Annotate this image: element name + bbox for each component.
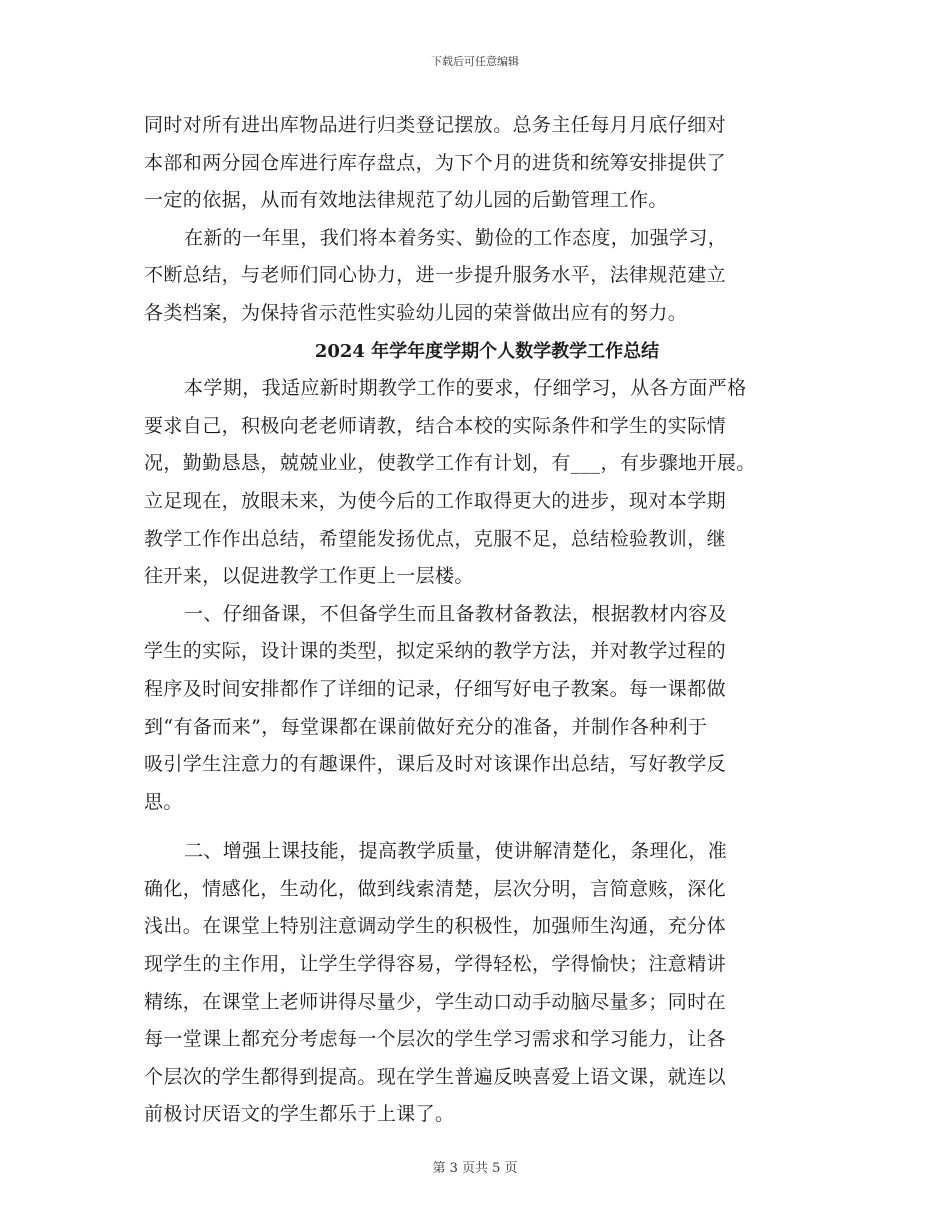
text-line: 浅出。在课堂上特别注意调动学生的积极性，加强师生沟通，充分体	[144, 915, 727, 938]
text-line: 要求自己，积极向老老师请教，结合本校的实际条件和学生的实际情	[144, 414, 727, 437]
text-line: 吸引学生注意力的有趣课件，课后及时对该课作出总结，写好教学反	[144, 753, 727, 776]
paragraph-lesson-preparation	[144, 596, 810, 822]
text-line: 精练，在课堂上老师讲得尽量少，学生动口动手动脑尽量多；同时在	[144, 990, 727, 1013]
text-line: 一、仔细备课，不但备学生而且备教材备教法，根据教材内容及	[184, 602, 728, 625]
page-header: 下载后可任意编辑	[431, 55, 519, 68]
text-line: 到“有备而来”，每堂课都在课前做好充分的准备，并制作各种利于	[144, 715, 708, 738]
text-line: 教学工作作出总结，希望能发扬优点，克服不足，总结检验教训，继	[144, 527, 727, 550]
section-title: 2024 年学年度学期个人数学教学工作总结	[314, 340, 660, 362]
text-line: 不断总结，与老师们同心协力，进一步提升服务水平，法律规范建立	[144, 264, 727, 287]
paragraph-intro	[144, 370, 810, 596]
text-line: 一定的依据，从而有效地法律规范了幼儿园的后勤管理工作。	[144, 189, 668, 212]
text-line: 立足现在，放眼未来，为使今后的工作取得更大的进步，现对本学期	[144, 489, 727, 512]
text-line: 学生的实际，设计课的类型，拟定采纳的教学方法，并对教学过程的	[144, 640, 727, 663]
text-line: 况，勤勤恳恳，兢兢业业，使教学工作有计划，有___，有步骤地开展。	[144, 452, 756, 475]
text-line: 往开来，以促进教学工作更上一层楼。	[144, 565, 474, 588]
text-line: 确化，情感化，生动化，做到线索清楚，层次分明，言简意赅，深化	[144, 877, 727, 900]
text-line: 同时对所有进出库物品进行归类登记摆放。总务主任每月月底仔细对	[144, 114, 727, 136]
text-line: 各类档案，为保持省示范性实验幼儿园的荣誉做出应有的努力。	[144, 301, 688, 324]
text-line: 程序及时间安排都作了详细的记录，仔细写好电子教案。每一课都做	[144, 677, 727, 700]
document-body	[144, 107, 810, 1134]
text-line: 二、增强上课技能，提高教学质量，使讲解清楚化，条理化，准	[184, 840, 728, 863]
text-line: 思。	[144, 790, 183, 813]
text-line: 现学生的主作用，让学生学得容易，学得轻松，学得愉快；注意精讲	[144, 953, 727, 976]
text-line: 在新的一年里，我们将本着务实、勤俭的工作态度，加强学习，	[184, 226, 728, 249]
text-line: 每一堂课上都充分考虑每一个层次的学生学习需求和学习能力，让各	[144, 1028, 727, 1051]
text-line: 本部和两分园仓库进行库存盘点，为下个月的进货和统筹安排提供了	[144, 151, 727, 174]
page-footer: 第 3 页共 5 页	[432, 1161, 518, 1176]
text-line: 前极讨厌语文的学生都乐于上课了。	[144, 1103, 455, 1126]
paragraph-new-year-plan	[144, 220, 810, 333]
text-line: 个层次的学生都得到提高。现在学生普遍反映喜爱上语文课，就连以	[144, 1065, 727, 1088]
paragraph-gap	[144, 821, 810, 833]
text-line: 本学期，我适应新时期教学工作的要求，仔细学习，从各方面严格	[184, 377, 747, 400]
paragraph-storage-management	[144, 107, 810, 220]
paragraph-teaching-skills	[144, 833, 810, 1134]
